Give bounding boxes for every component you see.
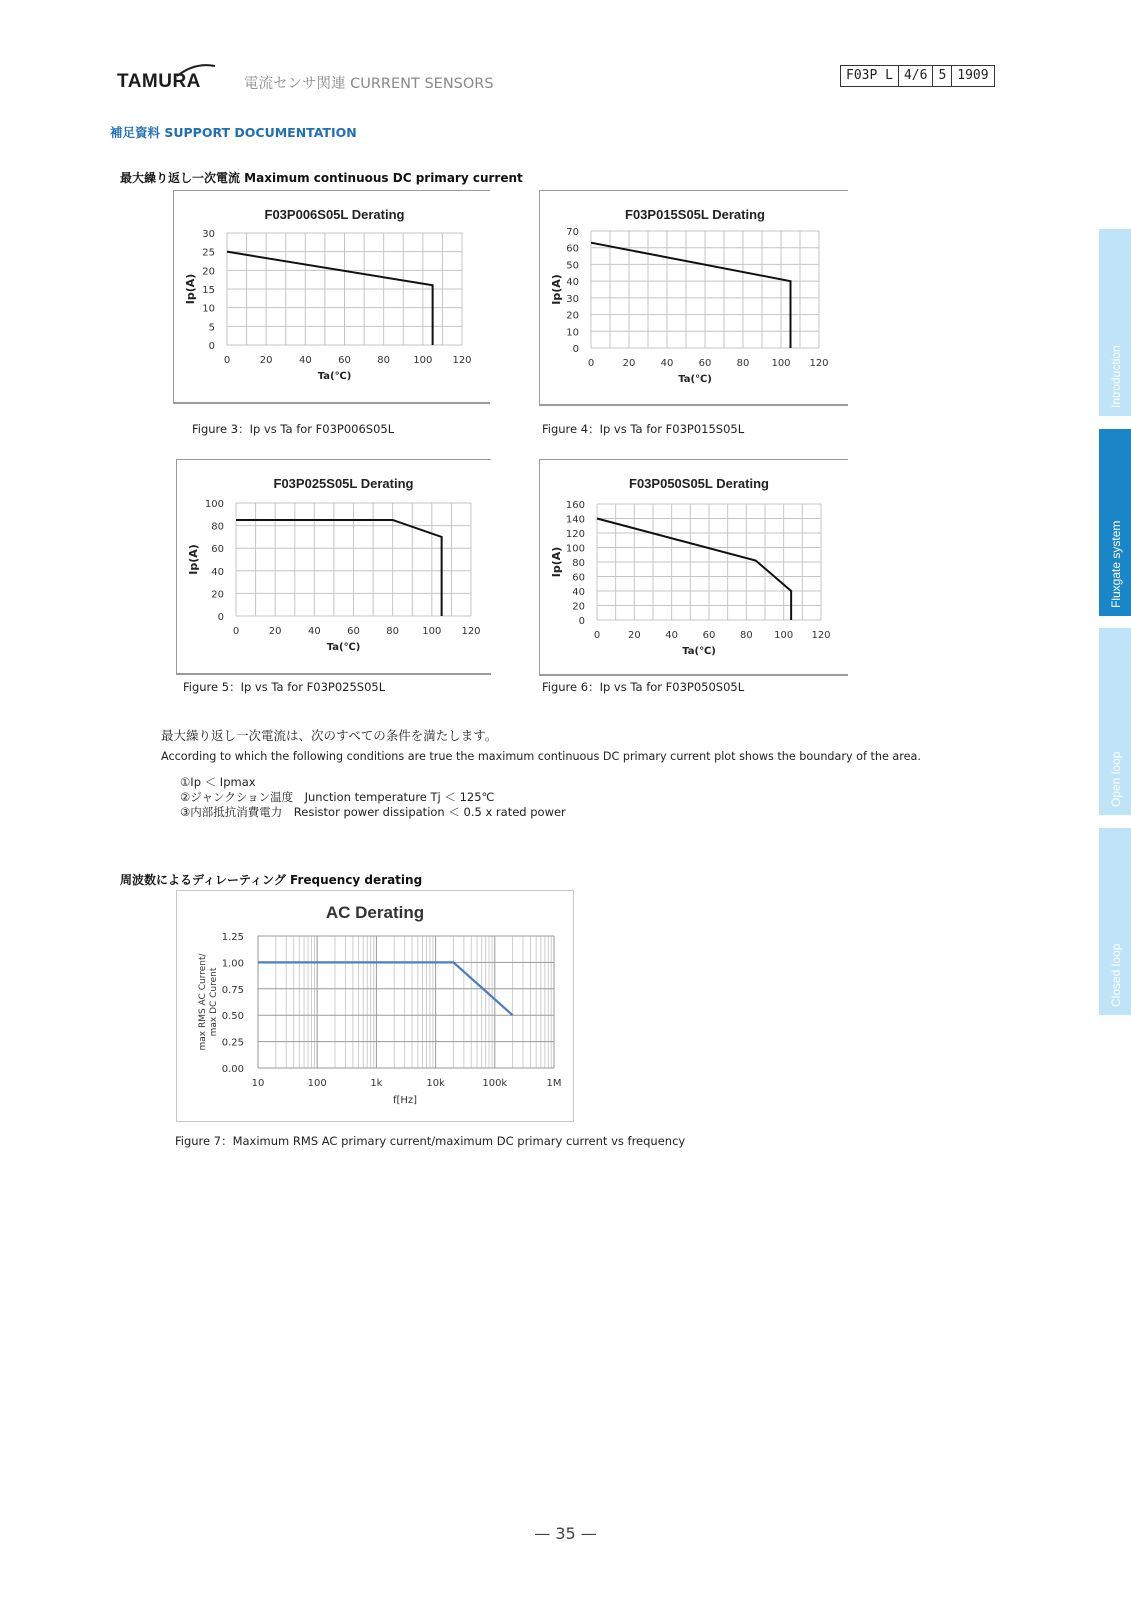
y-tick-label: 50 [566,260,579,272]
y-tick-label: 100 [204,499,224,510]
caption-fig6: Figure 6：Ip vs Ta for F03P050S05L [542,680,745,694]
x-tick-label: 80 [739,630,753,641]
y-tick-label: 0.00 [221,1064,244,1075]
x-tick-label: 0 [223,355,231,366]
x-axis-label: Ta(℃) [326,642,361,653]
side-tab-introduction[interactable] [1099,229,1131,416]
condition-item: ①Ip ＜ Ipmax [180,775,256,789]
y-tick-label: 25 [202,247,215,259]
y-axis-label: Ip(A) [550,546,563,578]
side-tab-label: Closed loop [1109,943,1123,1007]
x-tick-label: 40 [660,358,674,369]
y-tick-label: 10 [566,327,579,339]
condition-item: ③内部抵抗消費電力 Resistor power dissipation ＜ 0.5 x rated power [180,805,566,819]
y-tick-label: 0.75 [221,984,244,996]
chart-fig3-svg [174,191,490,402]
section-title-dc: 最大繰り返し一次電流 Maximum continuous DC primary current [120,171,523,185]
caption-fig5: Figure 5：Ip vs Ta for F03P025S05L [183,680,386,694]
y-tick-label: 40 [566,277,579,289]
x-tick-label: 100 [413,355,433,366]
x-tick-label: 80 [386,626,400,637]
tamura-logo [117,62,217,94]
page-number: — 35 — [534,1524,597,1543]
y-tick-label: 120 [565,529,585,540]
x-axis-label: Ta(℃) [682,646,716,657]
y-tick-label: 0.25 [221,1037,244,1049]
x-tick-label: 1k [370,1078,383,1089]
chart-title: F03P015S05L Derating [625,207,765,222]
chart-fig6-svg [540,460,848,674]
x-tick-label: 120 [809,358,829,369]
y-tick-label: 80 [572,558,585,569]
chart-fig4 [539,190,848,406]
header-category: 電流センサ関連 CURRENT SENSORS [244,76,494,92]
side-tab-label: Introduction [1109,345,1123,408]
x-tick-label: 60 [338,355,351,366]
x-tick-label: 60 [702,630,716,641]
x-tick-label: 100 [771,358,791,369]
y-tick-label: 30 [202,229,215,240]
x-tick-label: 40 [665,630,679,641]
derating-line [597,519,791,621]
y-tick-label: 20 [566,310,579,322]
y-tick-label: 160 [565,500,585,511]
code-part: F03P L [841,66,899,86]
y-tick-label: 80 [211,521,224,533]
x-tick-label: 40 [298,355,312,366]
x-axis-label: f[Hz] [392,1095,418,1106]
x-tick-label: 80 [377,355,391,366]
y-axis-label: Ip(A) [184,273,197,305]
y-tick-label: 1.00 [221,958,244,970]
y-axis-label: Ip(A) [550,274,563,305]
side-tab-label: Open loop [1109,751,1123,807]
condition-list [180,775,566,820]
y-tick-label: 0 [578,616,585,627]
x-axis-label: Ta(℃) [678,374,712,385]
y-tick-label: 20 [211,589,224,601]
chart-title: F03P025S05L Derating [273,476,414,491]
derating-line [236,520,442,616]
y-tick-label: 0 [208,341,215,352]
y-tick-label: 10 [202,303,215,315]
y-tick-label: 100 [565,543,585,555]
conditions-jp: 最大繰り返し一次電流は、次のすべての条件を満たします。 [161,728,498,743]
side-tab-fluxgate[interactable] [1099,429,1131,616]
conditions-en: According to which the following conditions are true the maximum continuous DC primary current plot shows the boundary of the area. [161,750,921,763]
side-tab-label: Fluxgate system [1109,520,1123,608]
chart-fig5-svg [177,460,491,673]
x-tick-label: 120 [811,630,831,641]
derating-line [591,243,791,348]
y-tick-label: 15 [202,285,215,296]
chart-title: F03P050S05L Derating [629,476,769,491]
caption-fig7: Figure 7：Maximum RMS AC primary current/maximum DC primary current vs frequency [175,1134,686,1148]
x-tick-label: 120 [461,626,481,637]
x-tick-label: 20 [622,358,636,369]
y-tick-label: 0.50 [221,1011,244,1023]
y-tick-label: 40 [572,587,585,598]
x-tick-label: 20 [268,626,282,637]
caption-fig4: Figure 4：Ip vs Ta for F03P015S05L [542,422,745,436]
caption-fig3: Figure 3：Ip vs Ta for F03P006S05L [192,422,395,436]
code-part: 1909 [957,68,989,83]
x-tick-label: 1M [546,1078,562,1089]
x-axis-label: Ta(℃) [317,371,352,382]
y-tick-label: 60 [566,243,579,255]
x-tick-label: 100 [307,1078,327,1089]
chart-title: F03P006S05L Derating [264,207,405,222]
x-tick-label: 0 [593,630,601,641]
condition-item: ②ジャンクション温度 Junction temperature Tj ＜ 125℃ [180,790,495,804]
x-tick-label: 40 [307,626,321,637]
side-tab-open-loop[interactable] [1099,628,1131,815]
section-title-freq: 周波数によるディレーティング Frequency derating [120,873,423,887]
x-tick-label: 10 [251,1078,265,1089]
y-tick-label: 40 [211,566,224,578]
y-tick-label: 0 [217,612,224,623]
x-tick-label: 20 [627,630,641,641]
x-tick-label: 10k [426,1078,445,1089]
y-axis-label: max RMS AC Current/max DC Curent [198,953,219,1051]
side-tab-closed-loop[interactable] [1099,828,1131,1015]
chart-fig4-svg [540,191,848,404]
chart-fig7 [176,890,574,1122]
document-code [840,65,995,87]
y-tick-label: 140 [565,514,585,526]
derating-line [227,252,433,345]
x-tick-label: 20 [259,355,273,366]
x-tick-label: 60 [698,358,712,369]
brand-name: TAMURA [117,71,201,92]
y-tick-label: 70 [566,227,579,238]
y-tick-label: 20 [202,266,215,278]
x-tick-label: 100 [422,626,442,637]
chart-fig5 [176,459,491,675]
code-part: 5 [933,66,952,86]
y-axis-label: Ip(A) [187,544,200,575]
chart-title: AC Derating [325,903,425,922]
x-tick-label: 0 [232,626,240,637]
x-tick-label: 80 [736,358,750,369]
x-tick-label: 60 [347,626,360,637]
chart-fig6 [539,459,848,676]
chart-fig7-svg [177,891,573,1121]
support-doc-heading: 補足資料 SUPPORT DOCUMENTATION [110,125,357,140]
code-part: 4/6 [899,66,933,86]
y-tick-label: 60 [572,572,585,584]
x-tick-label: 100 [774,630,794,641]
x-tick-label: 100k [482,1078,508,1089]
y-tick-label: 20 [572,601,585,613]
x-tick-label: 120 [452,355,472,366]
y-tick-label: 60 [211,544,224,556]
y-tick-label: 1.25 [221,932,244,943]
x-tick-label: 0 [587,358,595,369]
y-tick-label: 0 [572,344,579,355]
y-tick-label: 5 [208,322,215,334]
chart-fig3 [173,190,490,404]
y-tick-label: 30 [566,293,579,305]
